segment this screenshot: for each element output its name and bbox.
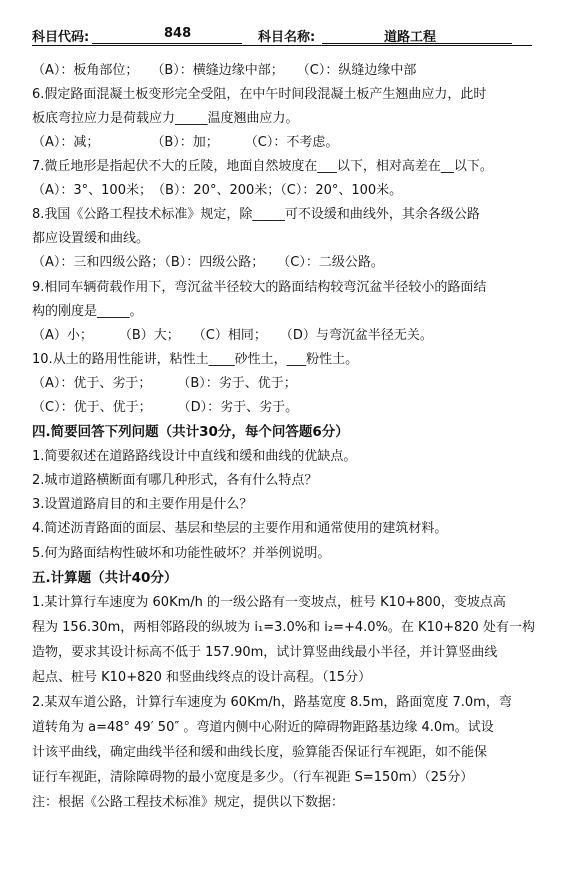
s5-q1-line3: 造物，要求其设计标高不低于 157.90m，试计算竖曲线最小半径，并计算竖曲线	[32, 645, 498, 660]
s5-q2-line3: 计该平曲线，确定曲线半径和缓和曲线长度，验算能否保证行车视距，如不能保	[32, 745, 488, 760]
s4-q5: 5.何为路面结构性破坏和功能性破坏？并举例说明。	[32, 546, 331, 561]
exam-header	[32, 26, 532, 46]
q8-text-line1: 8.我国《公路工程技术标准》规定，除_____可不设缓和曲线外，其余各级公路	[32, 207, 480, 222]
s4-q3: 3.设置道路肩目的和主要作用是什么？	[32, 497, 253, 512]
q9-text-line1: 9.相同车辆荷载作用下，弯沉盆半径较大的路面结构较弯沉盆半径较小的路面结	[32, 280, 487, 295]
q10-text: 10.从土的路用性能讲，粘性土____砂性土，___粉性土。	[32, 352, 359, 367]
section-5-heading: 五.计算题（共计40分）	[32, 570, 178, 586]
q7-text: 7.微丘地形是指起伏不大的丘陵，地面自然坡度在___以下，相对高差在__以下。	[32, 159, 493, 174]
s5-q1-line2: 程为 156.30m，两相邻路段的纵坡为 i₁=3.0%和 i₂=+4.0%。在 K10+820 处有一构	[32, 620, 535, 635]
q8-options: （A）：三和四级公路；（B）：四级公路； （C）：二级公路。	[32, 255, 384, 270]
s4-q1: 1.简要叙述在道路路线设计中直线和缓和曲线的优缺点。	[32, 449, 357, 464]
s5-q2-line2: 道转角为 a=48° 49′ 50″ 。弯道内侧中心附近的障碍物距路基边缘 4.0m。试设	[32, 720, 494, 735]
header-rule	[32, 45, 532, 46]
q7-options: （A）：3°、100米； （B）：20°、200米；（C）：20°、100米。	[32, 183, 403, 198]
q10-options-ab: （A）：优于、劣于； （B）：劣于、优于；	[32, 376, 297, 391]
q8-text-line2: 都应设置缓和曲线。	[32, 231, 150, 246]
s4-q2: 2.城市道路横断面有哪几种形式，各有什么特点？	[32, 473, 318, 488]
q10-options-cd: （C）：优于、优于； （D）：劣于、劣于。	[32, 400, 299, 415]
subject-code-underline	[92, 43, 242, 44]
s5-q2-line1: 2.某双车道公路，计算行车速度为 60Km/h，路基宽度 8.5m，路面宽度 7.0m，弯	[32, 695, 512, 710]
section-4-heading: 四.简要回答下列问题（共计30分，每个问答题6分）	[32, 424, 349, 440]
q9-text-line2: 构的刚度是_____。	[32, 304, 143, 319]
q6-text-line2: 板底弯拉应力是荷载应力_____温度翘曲应力。	[32, 111, 299, 126]
subject-code-label: 科目代码:	[32, 30, 90, 45]
s5-q1-line1: 1.某计算行车速度为 60Km/h 的一级公路有一变坡点，桩号 K10+800，变坡点高	[32, 595, 506, 610]
q9-options: （A）小； （B）大； （C）相同； （D）与弯沉盆半径无关。	[32, 328, 433, 343]
q5-options: （A）：板角部位； （B）：横缝边缘中部； （C）：纵缝边缘中部	[32, 63, 417, 78]
subject-name-label: 科目名称:	[258, 30, 316, 45]
s5-q1-line4: 起点、桩号 K10+820 和竖曲线终点的设计高程。（15分）	[32, 670, 372, 685]
subject-code-value: 848	[164, 26, 192, 41]
note-line: 注：根据《公路工程技术标准》规定，提供以下数据：	[32, 795, 345, 810]
q6-text-line1: 6.假定路面混凝土板变形完全受阻，在中午时间段混凝土板产生翘曲应力，此时	[32, 87, 487, 102]
q6-options: （A）：减； （B）：加； （C）：不考虑。	[32, 135, 339, 150]
subject-name-value: 道路工程	[384, 30, 437, 45]
s4-q4: 4.简述沥青路面的面层、基层和垫层的主要作用和通常使用的建筑材料。	[32, 521, 448, 536]
s5-q2-line4: 证行车视距，清除障碍物的最小宽度是多少。（行车视距 S=150m）（25分）	[32, 770, 474, 785]
